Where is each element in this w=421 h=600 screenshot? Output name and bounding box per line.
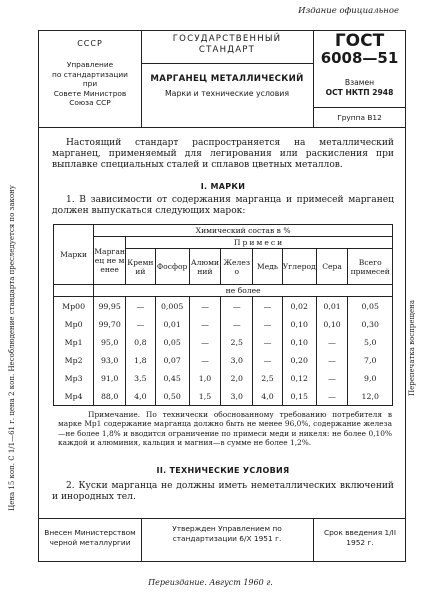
table-cell: Мр4 [54, 387, 94, 406]
effective-date: Срок введения 1/II 1952 г. [323, 528, 397, 547]
country: СССР [77, 39, 103, 48]
gost-label: ГОСТ [334, 31, 385, 51]
document-subtitle: Марки и технические условия [164, 89, 290, 98]
table-cell: 0,20 [282, 351, 316, 369]
table-cell: — [126, 297, 156, 316]
table-cell: — [189, 351, 221, 369]
table-cell: Мр1 [54, 333, 94, 351]
table-cell: — [126, 315, 156, 333]
table-cell: 0,10 [282, 315, 316, 333]
reprint-prohibited-note: Перепечатка воспрещена [408, 300, 416, 396]
th-carbon: Углерод [282, 249, 316, 285]
table-cell: 4,0 [126, 387, 156, 406]
table-cell: 88,0 [94, 387, 126, 406]
table-cell: 4,0 [253, 387, 283, 406]
table-row [54, 369, 393, 387]
table-cell: — [316, 333, 348, 351]
table-cell: 1,5 [189, 387, 221, 406]
gost-number: 6008—51 [320, 49, 399, 67]
table-cell: — [189, 297, 221, 316]
table-cell: 93,0 [94, 351, 126, 369]
table-cell: 3,0 [221, 387, 253, 406]
table-cell: 3,5 [126, 369, 156, 387]
th-silicon: Кремний [126, 249, 156, 285]
th-phosphorus: Фосфор [155, 249, 189, 285]
th-aluminium: Алюминий [189, 249, 221, 285]
approved-by: Утвержден Управлением по стандартизации 6/X 1951 г. [172, 524, 282, 543]
table-cell: 0,45 [155, 369, 189, 387]
submitted-by: Внесен Министерством черной металлургии [44, 528, 136, 547]
table-cell: 0,01 [155, 315, 189, 333]
table-cell: — [189, 333, 221, 351]
standard-footer [38, 518, 406, 562]
table-cell: 7,0 [348, 351, 393, 369]
table-cell: Мр00 [54, 297, 94, 316]
th-impurities: Примеси [126, 237, 393, 249]
table-cell: 5,0 [348, 333, 393, 351]
table-cell [54, 285, 94, 297]
table-cell: 95,0 [94, 333, 126, 351]
th-iron: Железо [221, 249, 253, 285]
frame-left [38, 128, 39, 518]
table-cell: 2,5 [253, 369, 283, 387]
table-cell: Мр0 [54, 315, 94, 333]
table-cell: 0,05 [155, 333, 189, 351]
table-cell: 1,8 [126, 351, 156, 369]
table-cell: 9,0 [348, 369, 393, 387]
table-cell: — [253, 333, 283, 351]
table-row [54, 333, 393, 351]
composition-table [53, 224, 393, 406]
table-cell: 0,02 [282, 297, 316, 316]
table-cell: — [221, 315, 253, 333]
authority: Управление по стандартизации при Совете Министров Союза ССР [52, 60, 128, 107]
table-cell: Мр2 [54, 351, 94, 369]
price-and-law-note: Цена 15 коп. С 1/1—61 г. цена 2 коп. Несоблюдение стандарта преследуется по закону [8, 185, 16, 511]
table-cell: 91,0 [94, 369, 126, 387]
replaces: Взамен ОСТ НКТП 2948 [325, 78, 394, 97]
th-composition: Химический состав в % [94, 225, 393, 237]
th-copper: Медь [253, 249, 283, 285]
th-not-more: не более [94, 285, 393, 297]
group-code: Группа В12 [337, 113, 382, 122]
table-cell: 0,01 [316, 297, 348, 316]
frame-right [405, 128, 406, 518]
table-cell: 0,30 [348, 315, 393, 333]
table-cell: 0,8 [126, 333, 156, 351]
table-cell: Мр3 [54, 369, 94, 387]
table-cell: 99,95 [94, 297, 126, 316]
section-1-clause: 1. В зависимости от содержания марганца и примесей марганец должен выпускаться следующих марок: [52, 195, 394, 216]
table-cell: 2,0 [221, 369, 253, 387]
table-cell: — [221, 297, 253, 316]
standard-kind: ГОСУДАРСТВЕННЫЙ СТАНДАРТ [172, 34, 282, 55]
table-cell: 0,10 [316, 315, 348, 333]
th-total: Всего примесей [348, 249, 393, 285]
th-sulfur: Сера [316, 249, 348, 285]
table-cell: 3,0 [221, 351, 253, 369]
table-cell: — [316, 387, 348, 406]
section-1-title: I. МАРКИ [200, 182, 246, 191]
section-2-clause: 2. Куски марганца не должны иметь неметаллических включений и инородных тел. [52, 481, 394, 502]
table-cell: 0,12 [282, 369, 316, 387]
table-cell: 99,70 [94, 315, 126, 333]
th-grade: Марки [54, 225, 94, 285]
intro-paragraph: Настоящий стандарт распространяется на металлический марганец, применяемый для легирования или раскисления при выплавке специальных сталей и сплавов цветных металлов. [52, 138, 394, 170]
table-cell: 0,15 [282, 387, 316, 406]
table-cell: 1,0 [189, 369, 221, 387]
th-manganese: Марганец не менее [94, 237, 126, 285]
table-cell: 0,50 [155, 387, 189, 406]
table-cell: 0,05 [348, 297, 393, 316]
table-cell: — [253, 297, 283, 316]
table-cell: — [253, 351, 283, 369]
edition-label: Издание официальное [298, 6, 399, 16]
table-row [54, 315, 393, 333]
table-row [54, 297, 393, 316]
reprint-note: Переиздание. Август 1960 г. [148, 578, 273, 587]
table-cell: 0,10 [282, 333, 316, 351]
table-cell: 12,0 [348, 387, 393, 406]
table-cell: — [189, 315, 221, 333]
table-cell: — [253, 315, 283, 333]
table-cell: 0,07 [155, 351, 189, 369]
table-cell: — [316, 351, 348, 369]
table-row [54, 387, 393, 406]
table-cell: 2,5 [221, 333, 253, 351]
document-title: МАРГАНЕЦ МЕТАЛЛИЧЕСКИЙ [150, 74, 304, 84]
table-cell: 0,005 [155, 297, 189, 316]
table-cell: — [316, 369, 348, 387]
section-2-title: II. ТЕХНИЧЕСКИЕ УСЛОВИЯ [156, 466, 290, 475]
table-row [54, 351, 393, 369]
standard-header [38, 30, 406, 128]
table-note: Примечание. По технически обоснованному требованию потребителя в марке Мр1 содержание марганца должно быть не менее 96,0%, содержание железа—не более 1,8% и вводится ограничение по примеси меди и никеля: не более 0,10% каждой и алюминия, кальция и магния—в сумме не более 1,2%. [58, 410, 392, 447]
